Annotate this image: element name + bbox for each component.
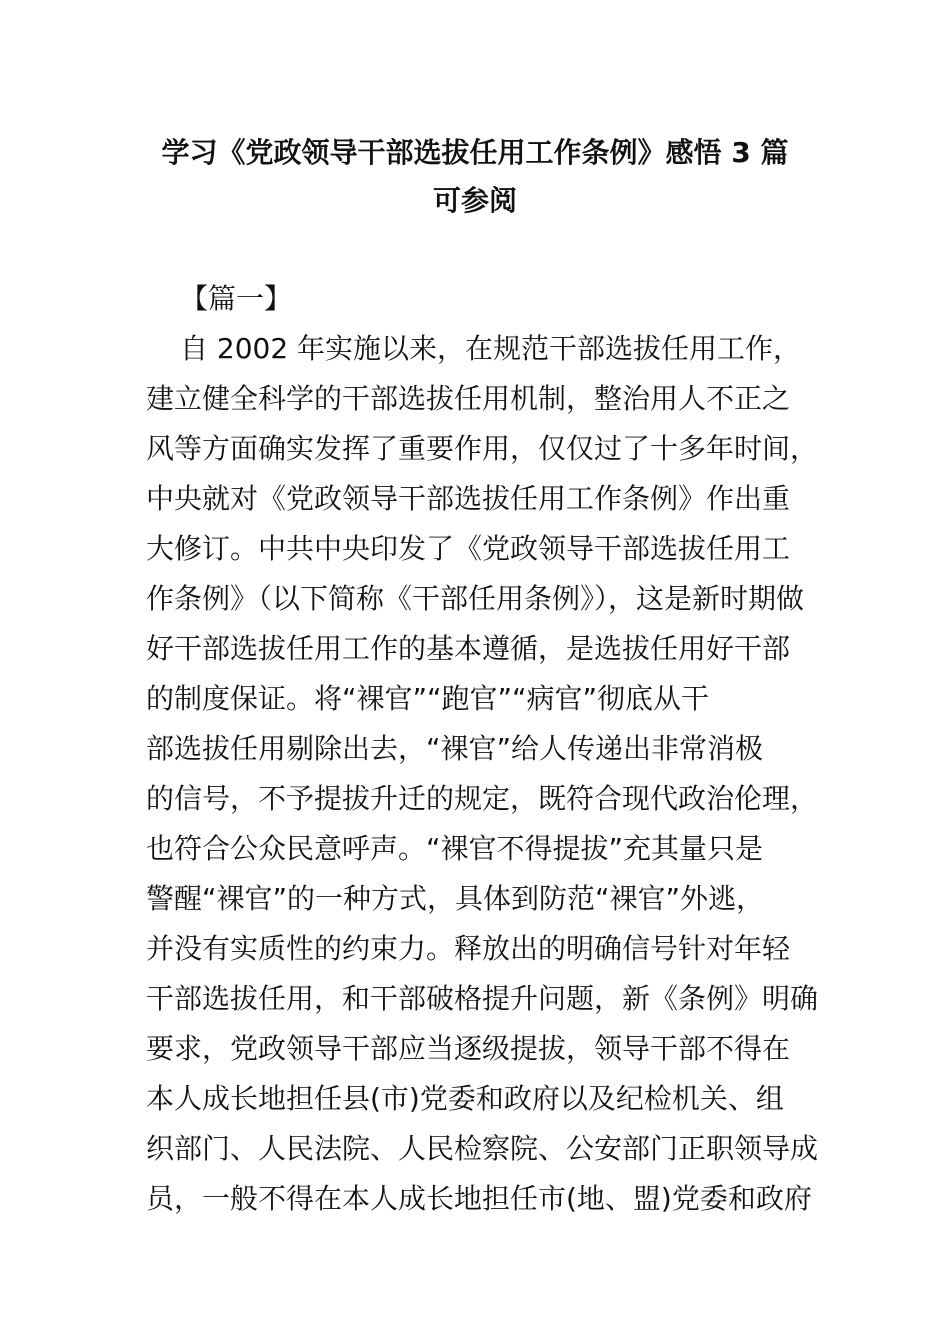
body-line: 员，一般不得在本人成长地担任市(地、盟)党委和政府 xyxy=(146,1182,812,1215)
body-line: 中央就对《党政领导干部选拔任用工作条例》作出重 xyxy=(146,482,791,515)
body-line: 要求，党政领导干部应当逐级提拔，领导干部不得在 xyxy=(146,1032,791,1065)
body-line: 的制度保证。将“裸官”“跑官”“病官”彻底从干 xyxy=(146,682,710,715)
body-line: 自 2002 年实施以来，在规范干部选拔任用工作， xyxy=(180,332,802,365)
body-line: 风等方面确实发挥了重要作用，仅仅过了十多年时间， xyxy=(146,432,819,465)
body-line: 警醒“裸官”的一种方式，具体到防范“裸官”外逃， xyxy=(146,882,765,915)
body-line: 织部门、人民法院、人民检察院、公安部门正职领导成 xyxy=(146,1132,819,1165)
body-line: 大修订。中共中央印发了《党政领导干部选拔任用工 xyxy=(146,532,791,565)
body-line: 的信号，不予提拔升迁的规定，既符合现代政治伦理， xyxy=(146,782,819,815)
body-line: 好干部选拔任用工作的基本遵循，是选拔任用好干部 xyxy=(146,632,791,665)
section-heading: 【篇一】 xyxy=(180,282,293,315)
body-line: 作条例》（以下简称《干部任用条例》），这是新时期做 xyxy=(146,582,805,615)
body-line: 也符合公众民意呼声。“裸官不得提拔”充其量只是 xyxy=(146,832,764,865)
body-line: 干部选拔任用，和干部破格提升问题，新《条例》明确 xyxy=(146,982,819,1015)
body-line: 并没有实质性的约束力。释放出的明确信号针对年轻 xyxy=(146,932,791,965)
document-title-line-2: 可参阅 xyxy=(432,184,517,217)
body-line: 本人成长地担任县(市)党委和政府以及纪检机关、组 xyxy=(146,1082,784,1115)
document-title-line-1: 学习《党政领导干部选拔任用工作条例》感悟 3 篇 xyxy=(161,136,789,169)
body-line: 部选拔任用剔除出去，“裸官”给人传递出非常消极 xyxy=(146,732,764,765)
body-line: 建立健全科学的干部选拔任用机制，整治用人不正之 xyxy=(146,382,791,415)
